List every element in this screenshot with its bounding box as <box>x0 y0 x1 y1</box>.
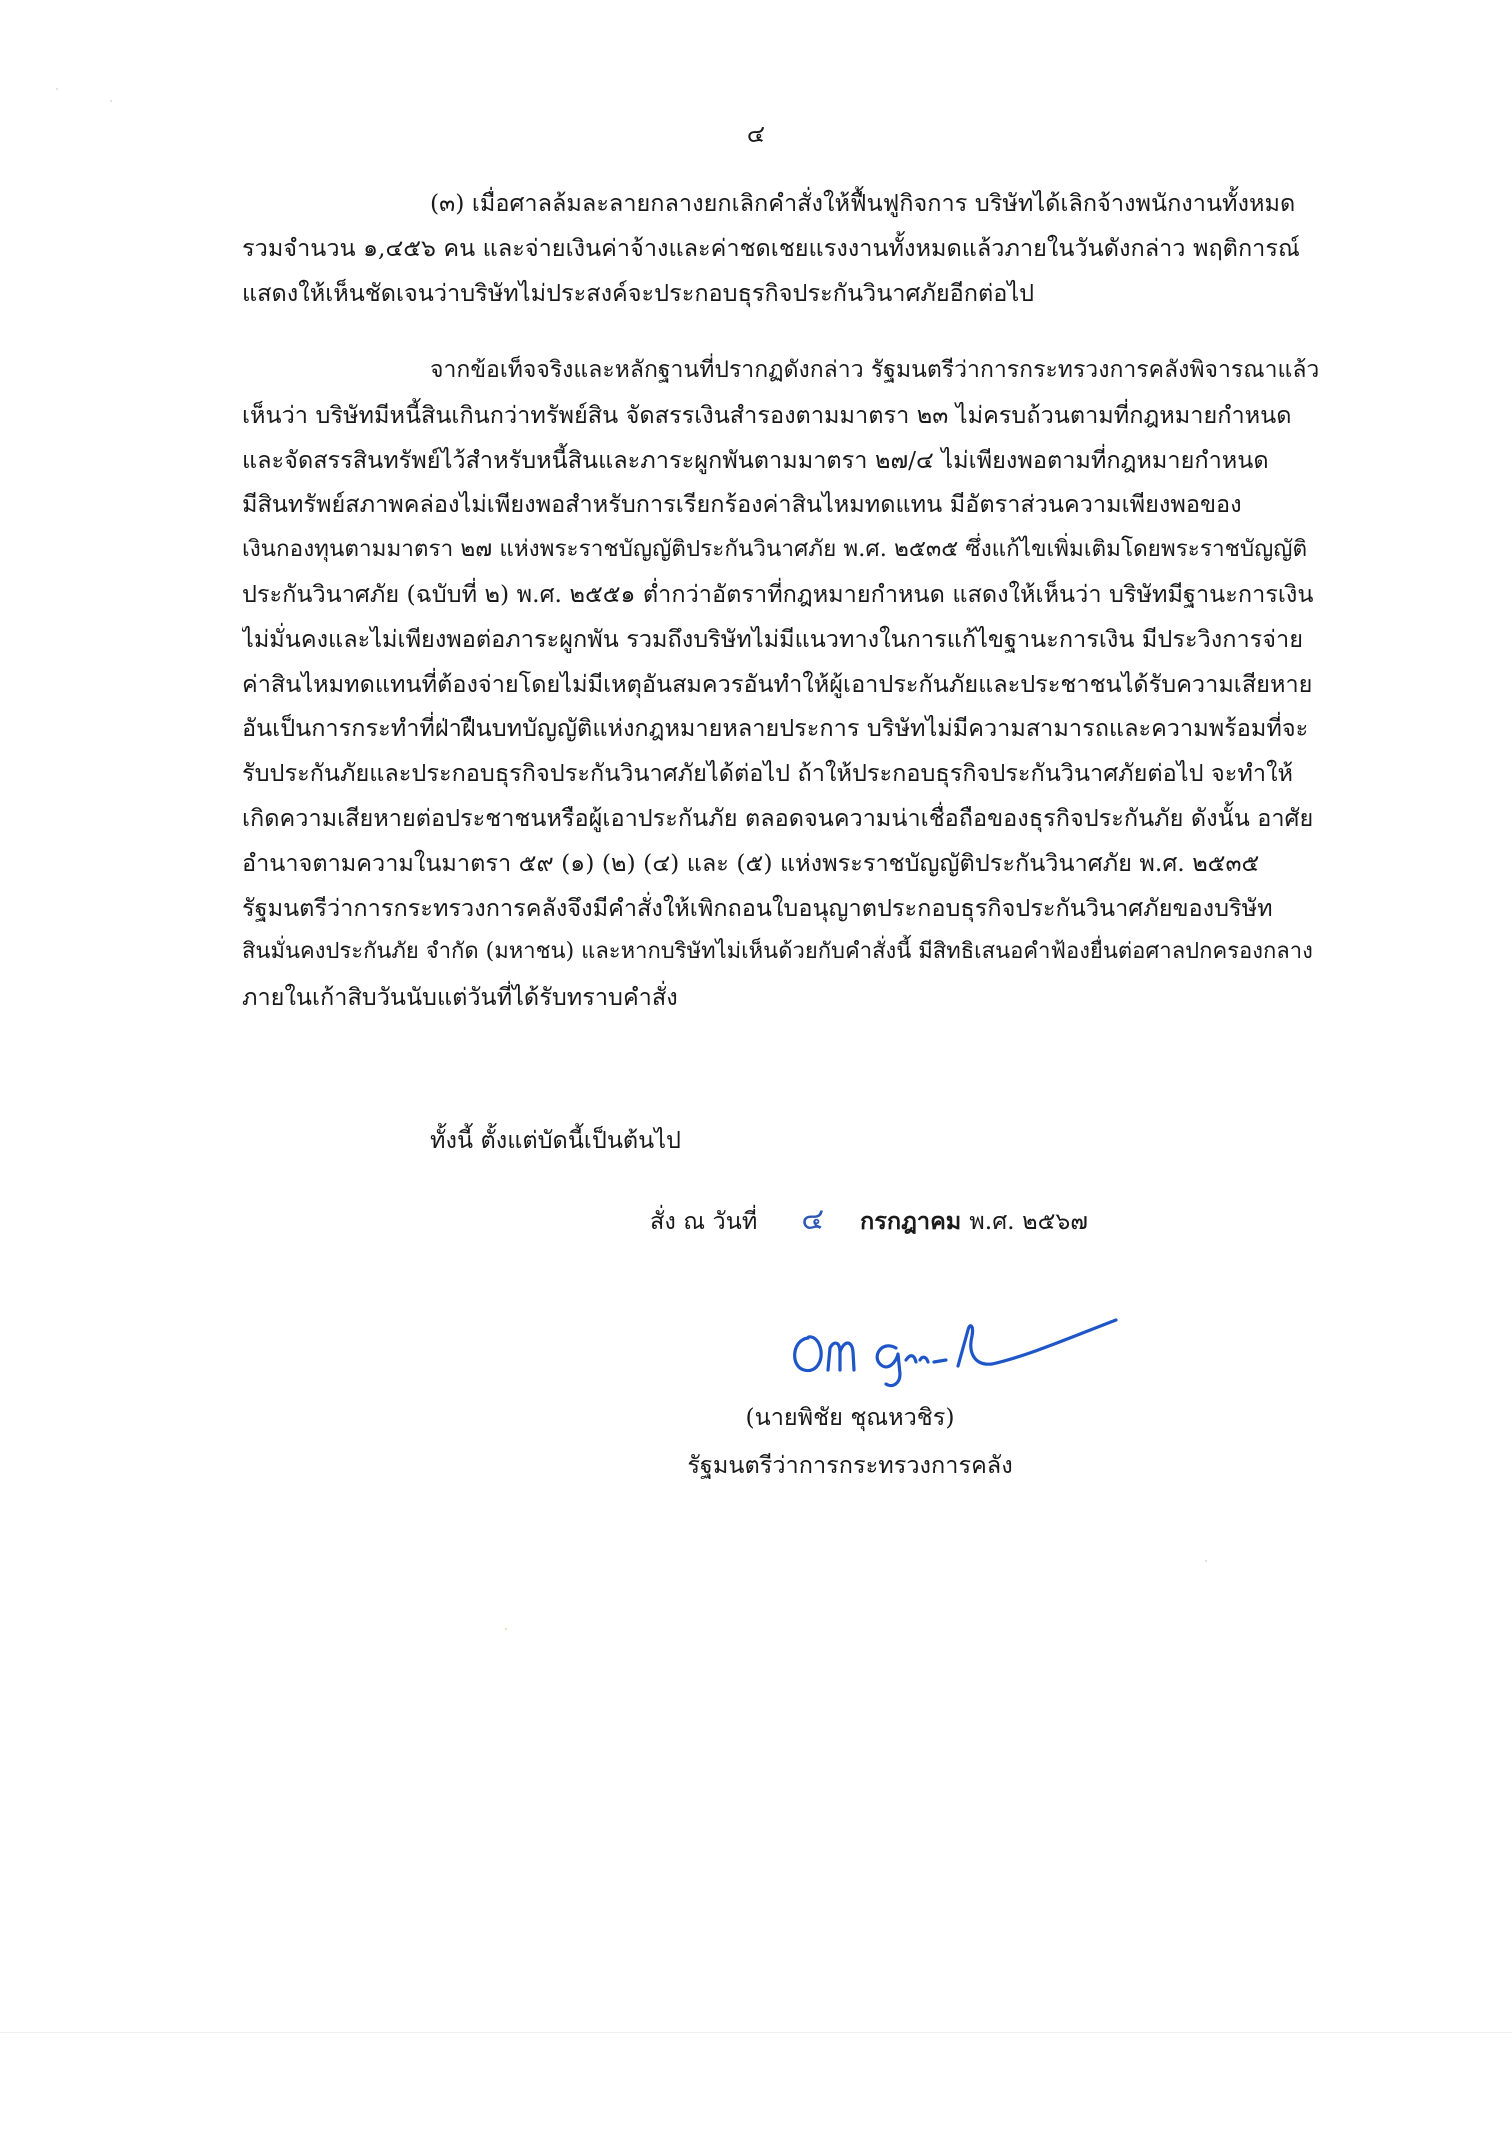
paragraph-line: ภายในเก้าสิบวันนับแต่วันที่ได้รับทราบคำสั่ง <box>242 983 678 1012</box>
paragraph-line: ประกันวินาศภัย (ฉบับที่ ๒) พ.ศ. ๒๕๕๑ ต่ำกว่าอัตราที่กฎหมายกำหนด แสดงให้เห็นว่า บริษัทมีฐานะการเงิน <box>242 579 1314 608</box>
date-year: พ.ศ. ๒๕๖๗ <box>969 1207 1088 1235</box>
paragraph-line: รัฐมนตรีว่าการกระทรวงการคลังจึงมีคำสั่งให้เพิกถอนใบอนุญาตประกอบธุรกิจประกันวินาศภัยของบริษัท <box>242 893 1273 922</box>
paragraph-line: มีสินทรัพย์สภาพคล่องไม่เพียงพอสำหรับการเรียกร้องค่าสินไหมทดแทน มีอัตราส่วนความเพียงพอของ <box>242 490 1242 519</box>
paragraph-line: ค่าสินไหมทดแทนที่ต้องจ่ายโดยไม่มีเหตุอันสมควรอันทำให้ผู้เอาประกันภัยและประชาชนได้รับความเสียหาย <box>242 669 1313 698</box>
paragraph-line: สินมั่นคงประกันภัย จำกัด (มหาชน) และหากบริษัทไม่เห็นด้วยกับคำสั่งนี้ มีสิทธิเสนอคำฟ้องยื่นต่อศาลปกครองกลาง <box>242 939 1313 965</box>
order-date <box>650 1198 1088 1244</box>
date-month: กรกฎาคม <box>860 1207 962 1235</box>
paragraph-item-3 <box>242 181 1327 315</box>
paragraph-line: เห็นว่า บริษัทมีหนี้สินเกินกว่าทรัพย์สิน จัดสรรเงินสำรองตามมาตรา ๒๓ ไม่ครบถ้วนตามที่กฎหมายกำหนด <box>242 400 1292 429</box>
paragraph-line: รับประกันภัยและประกอบธุรกิจประกันวินาศภัยได้ต่อไป ถ้าให้ประกอบธุรกิจประกันวินาศภัยต่อไป จะทำให้ <box>242 759 1294 788</box>
page-number: ๔ <box>746 120 766 148</box>
scan-speck <box>1205 1560 1207 1562</box>
paragraph-line: อันเป็นการกระทำที่ฝ่าฝืนบทบัญญัติแห่งกฎหมายหลายประการ บริษัทไม่มีความสามารถและความพร้อมที่จะ <box>242 714 1309 743</box>
paragraph-conclusion <box>242 348 1327 1020</box>
scan-speck <box>505 1628 507 1630</box>
scan-edge <box>0 2032 1512 2033</box>
date-day: ๔ <box>801 1202 825 1237</box>
paragraph-line: ไม่มั่นคงและไม่เพียงพอต่อภาระผูกพัน รวมถึงบริษัทไม่มีแนวทางในการแก้ไขฐานะการเงิน มีประวิงการจ่าย <box>242 624 1304 653</box>
date-prefix: สั่ง ณ วันที่ <box>650 1207 758 1235</box>
paragraph-line: และจัดสรรสินทรัพย์ไว้สำหรับหนี้สินและภาระผูกพันตามมาตรา ๒๗/๔ ไม่เพียงพอตามที่กฎหมายกำหนด <box>242 445 1269 474</box>
paragraph-line: เงินกองทุนตามมาตรา ๒๗ แห่งพระราชบัญญัติประกันวินาศภัย พ.ศ. ๒๕๓๕ ซึ่งแก้ไขเพิ่มเติมโดยพระราชบัญญัติ <box>242 536 1308 563</box>
paragraph-line: แสดงให้เห็นชัดเจนว่าบริษัทไม่ประสงค์จะประกอบธุรกิจประกันวินาศภัยอีกต่อไป <box>242 278 1035 307</box>
paragraph-line: อำนาจตามความในมาตรา ๕๙ (๑) (๒) (๔) และ (๕) แห่งพระราชบัญญัติประกันวินาศภัย พ.ศ. ๒๕๓๕ <box>242 848 1260 877</box>
signer-title: รัฐมนตรีว่าการกระทรวงการคลัง <box>687 1451 1013 1479</box>
paragraph-line: เกิดความเสียหายต่อประชาชนหรือผู้เอาประกันภัย ตลอดจนความน่าเชื่อถือของธุรกิจประกันภัย ดังนั้น อาศัย <box>242 803 1314 832</box>
paragraph-line: จากข้อเท็จจริงและหลักฐานที่ปรากฏดังกล่าว รัฐมนตรีว่าการกระทรวงการคลังพิจารณาแล้ว <box>430 357 1320 383</box>
closing-statement: ทั้งนี้ ตั้งแต่บัดนี้เป็นต้นไป <box>430 1126 681 1154</box>
scan-speck <box>56 88 58 90</box>
paragraph-line: (๓) เมื่อศาลล้มละลายกลางยกเลิกคำสั่งให้ฟื้นฟูกิจการ บริษัทได้เลิกจ้างพนักงานทั้งหมด <box>430 189 1296 217</box>
signer-name: (นายพิชัย ชุณหวชิร) <box>745 1403 955 1431</box>
scan-speck <box>110 100 112 102</box>
handwritten-signature <box>778 1300 1138 1390</box>
paragraph-line: รวมจำนวน ๑,๔๕๖ คน และจ่ายเงินค่าจ้างและค่าชดเชยแรงงานทั้งหมดแล้วภายในวันดังกล่าว พฤติการณ์ <box>242 233 1300 262</box>
